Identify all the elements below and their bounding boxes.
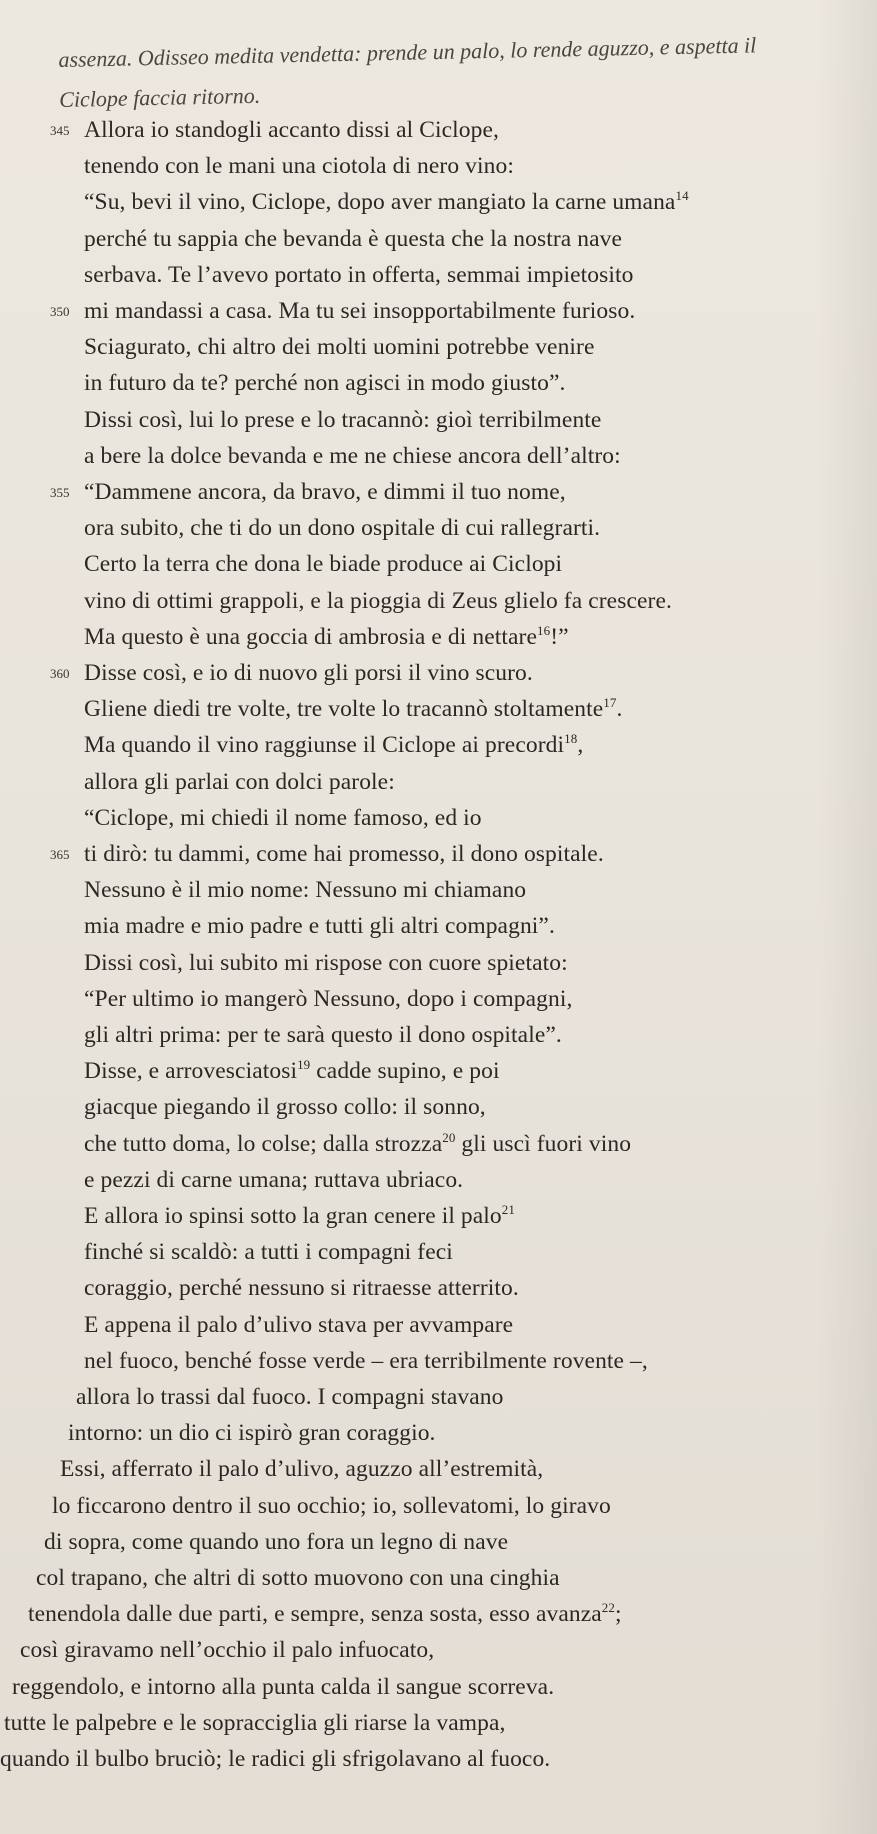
verse-line: [84, 296, 635, 326]
verse-text: E appena il palo d’ulivo stava per avvampare: [84, 1311, 514, 1338]
verse-text-tail: ;: [615, 1601, 622, 1628]
intro-line-1: assenza. Odisseo medita vendetta: prende un palo, lo rende aguzzo, e aspetta il: [58, 32, 757, 72]
verse-line: [84, 441, 621, 471]
verse-text: “Ciclope, mi chiedi il nome famoso, ed io: [84, 804, 482, 831]
verse-text: a bere la dolce bevanda e me ne chiese ancora dell’altro:: [84, 442, 621, 469]
verse-text: allora lo trassi dal fuoco. I compagni stavano: [76, 1384, 504, 1410]
intro-line-2: Ciclope faccia ritorno.: [58, 82, 261, 112]
verse-text: col trapano, che altri di sotto muovono con una cinghia: [36, 1565, 560, 1591]
verse-line: [60, 1454, 543, 1484]
page-edge-shadow: [817, 0, 877, 1834]
verse-text: Essi, afferrato il palo d’ulivo, aguzzo all’estremità,: [60, 1456, 544, 1483]
verse-line: [84, 875, 526, 905]
verse-line: [84, 622, 569, 652]
verse-text-tail: .: [616, 696, 623, 723]
verse-line: [84, 1056, 500, 1086]
verse-text: perché tu sappia che bevanda è questa che la nostra nave: [84, 225, 623, 252]
verse-line: [84, 1237, 453, 1267]
verse-text: mia madre e mio padre e tutti gli altri compagni”.: [84, 913, 555, 940]
verse-text: Ma quando il vino raggiunse il Ciclope ai precordi: [84, 732, 565, 759]
footnote-marker: 17: [603, 695, 617, 711]
verse-text: Nessuno è il mio nome: Nessuno mi chiamano: [84, 877, 527, 904]
verse-line: [76, 1382, 503, 1412]
footnote-marker: 18: [564, 731, 578, 747]
verse-text: Sciagurato, chi altro dei molti uomini potrebbe venire: [84, 334, 595, 361]
verse-line: [84, 260, 634, 290]
verse-line: [84, 1310, 513, 1340]
verse-text: mi mandassi a casa. Ma tu sei insopportabilmente furioso.: [84, 298, 636, 324]
verse-line: [28, 1599, 622, 1629]
verse-text-tail: !”: [550, 623, 569, 650]
verse-text: e pezzi di carne umana; ruttava ubriaco.: [84, 1166, 464, 1193]
verse-text: Dissi così, lui subito mi rispose con cuore spietato:: [84, 949, 568, 976]
verse-text: Disse, e arrovesciatosi: [84, 1058, 298, 1085]
verse-line: [20, 1635, 434, 1665]
verse-line: [84, 151, 514, 181]
verse-text: Dissi così, lui lo prese e lo tracannò: gioì terribilmente: [84, 406, 602, 433]
intro-summary: [58, 23, 859, 120]
verse-text: vino di ottimi grappoli, e la pioggia di Zeus glielo fa crescere.: [84, 587, 672, 614]
verse-line: [84, 839, 604, 869]
verse-line: [84, 405, 601, 435]
verse-text: giacque piegando il grosso collo: il sonno,: [84, 1094, 486, 1121]
verse-line: [68, 1418, 436, 1448]
verse-line: [84, 586, 672, 616]
verse-text: reggendolo, e intorno alla punta calda il sangue scorreva.: [12, 1673, 555, 1700]
verse-line: [4, 1708, 506, 1738]
verse-text: di sopra, come quando uno fora un legno di nave: [44, 1528, 509, 1555]
verse-text: tenendo con le mani una ciotola di nero vino:: [84, 153, 514, 180]
verse-line: [52, 1491, 611, 1521]
verse-text: “Su, bevi il vino, Ciclope, dopo aver mangiato la carne umana: [84, 189, 676, 216]
verse-text: ti dirò: tu dammi, come hai promesso, il dono ospitale.: [84, 841, 604, 867]
verse-text: “Dammene ancora, da bravo, e dimmi il tuo nome,: [84, 479, 566, 505]
footnote-marker: 16: [537, 622, 551, 638]
verse-line: [84, 694, 622, 724]
verse-line: [84, 549, 562, 579]
verse-line: [84, 1165, 463, 1195]
verse-text: E allora io spinsi sotto la gran cenere il palo: [84, 1203, 502, 1229]
line-number: 365: [50, 847, 70, 862]
footnote-marker: 22: [601, 1600, 615, 1616]
verse-text: in futuro da te? perché non agisci in modo giusto”.: [84, 370, 566, 397]
verse-line: [84, 1092, 486, 1122]
verse-line: [84, 1201, 515, 1231]
verse-text: nel fuoco, benché fosse verde – era terribilmente rovente –,: [84, 1347, 648, 1374]
verse-text: ora subito, che ti do un dono ospitale di cui rallegrarti.: [84, 515, 601, 542]
verse-text: lo ficcarono dentro il suo occhio; io, sollevatomi, lo giravo: [52, 1492, 611, 1519]
verse-line: [84, 513, 600, 543]
footnote-marker: 19: [297, 1057, 311, 1073]
verse-text: allora gli parlai con dolci parole:: [84, 768, 395, 795]
verse-line: [0, 1744, 550, 1774]
line-number: 360: [50, 666, 70, 681]
verse-text: coraggio, perché nessuno si ritraesse atterrito.: [84, 1275, 519, 1302]
verse-line: [84, 984, 572, 1014]
verse-text-tail: gli uscì fuori vino: [455, 1130, 632, 1157]
verse-text: “Per ultimo io mangerò Nessuno, dopo i compagni,: [84, 985, 573, 1012]
verse-line: [84, 1129, 631, 1159]
verse-line: [84, 477, 566, 507]
verse-line: [84, 187, 689, 217]
verse-line: [84, 1020, 562, 1050]
verse-text: Gliene diedi tre volte, tre volte lo tracannò stoltamente: [84, 696, 604, 723]
verse-text: Disse così, e io di nuovo gli porsi il vino scuro.: [84, 660, 533, 686]
verse-text: quando il bulbo bruciò; le radici gli sfrigolavano al fuoco.: [0, 1746, 551, 1772]
verse-text-tail: ,: [577, 732, 584, 759]
line-number: 345: [50, 123, 70, 138]
verse-line: [84, 767, 395, 797]
verse-line: [84, 1273, 519, 1303]
verse-line: [84, 115, 499, 145]
verse-line: [44, 1527, 508, 1557]
verse-text: tenendola dalle due parti, e sempre, senza sosta, esso avanza: [28, 1601, 602, 1628]
verse-line: [84, 1346, 648, 1376]
verse-text: finché si scaldò: a tutti i compagni feci: [84, 1239, 453, 1266]
verse-line: [84, 948, 568, 978]
verse-line: [84, 658, 533, 688]
footnote-marker: 20: [442, 1129, 456, 1145]
verse-text: che tutto doma, lo colse; dalla strozza: [84, 1130, 443, 1157]
verse-text: Ma questo è una goccia di ambrosia e di nettare: [84, 623, 537, 650]
line-number: 355: [50, 485, 70, 500]
verse-line: [36, 1563, 560, 1593]
verse-text: tutte le palpebre e le sopracciglia gli riarse la vampa,: [4, 1709, 506, 1736]
verse-text: Certo la terra che dona le biade produce ai Ciclopi: [84, 551, 563, 578]
footnote-marker: 21: [501, 1202, 515, 1218]
verse-text: gli altri prima: per te sarà questo il dono ospitale”.: [84, 1022, 562, 1048]
verse-text-tail: cadde supino, e poi: [310, 1058, 500, 1085]
verse-text: serbava. Te l’avevo portato in offerta, semmai impietosito: [84, 261, 634, 288]
verse-line: [84, 911, 555, 941]
footnote-marker: 14: [675, 188, 689, 204]
verse-line: [84, 332, 595, 362]
verse-text: Allora io standogli accanto dissi al Ciclope,: [84, 117, 500, 143]
line-number: 350: [50, 304, 70, 319]
verse-text: intorno: un dio ci ispirò gran coraggio.: [68, 1420, 436, 1447]
verse-line: [84, 803, 482, 833]
verse-line: [84, 224, 622, 254]
verse-text: così giravamo nell’occhio il palo infuocato,: [20, 1637, 435, 1664]
verse-line: [84, 368, 566, 398]
verse-line: [12, 1672, 554, 1702]
verse-line: [84, 730, 583, 760]
